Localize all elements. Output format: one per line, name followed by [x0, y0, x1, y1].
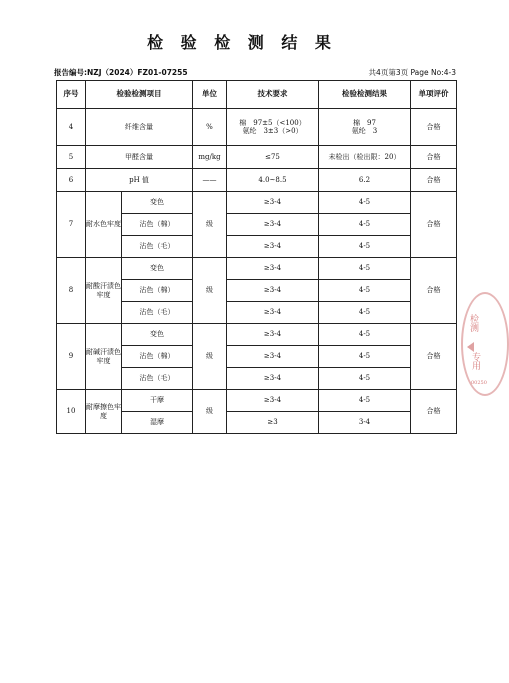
row-result: 4-5: [319, 390, 411, 412]
stamp-mark-icon: [467, 342, 474, 352]
row-no: 10: [57, 390, 86, 434]
row-requirement: [227, 109, 319, 146]
row-result: 4-5: [319, 192, 411, 214]
row-no: 7: [57, 192, 86, 258]
row-result: 4-5: [319, 258, 411, 280]
header-result: 检验检测结果: [319, 81, 411, 109]
sub-item: 沾色（棉）: [122, 346, 193, 368]
result-line: 氨纶 3: [351, 127, 378, 135]
row-requirement: ≥3-4: [227, 214, 319, 236]
header-no: 序号: [57, 81, 86, 109]
row-unit: mg/kg: [193, 146, 227, 169]
sub-item: 沾色（棉）: [122, 214, 193, 236]
row-item: pH 值: [86, 169, 193, 192]
sub-item: 沾色（毛）: [122, 236, 193, 258]
row-requirement: ≥3-4: [227, 302, 319, 324]
row-result: 3-4: [319, 412, 411, 434]
row-requirement: ≥3-4: [227, 390, 319, 412]
row-evaluation: 合格: [411, 324, 457, 390]
inspection-stamp: [461, 292, 487, 392]
row-item: 耐酸汗渍色牢度: [86, 258, 122, 324]
requirement-line: 氨纶 3±3（>0）: [242, 127, 303, 135]
table-row: [57, 192, 457, 214]
row-result: 4-5: [319, 346, 411, 368]
row-requirement: ≥3-4: [227, 368, 319, 390]
sub-item: 沾色（毛）: [122, 302, 193, 324]
row-requirement: ≥3-4: [227, 258, 319, 280]
table-header-row: [57, 81, 457, 109]
row-no: 8: [57, 258, 86, 324]
table-row: [57, 258, 457, 280]
row-requirement: ≥3: [227, 412, 319, 434]
table-row: [57, 324, 457, 346]
row-result: 6.2: [319, 169, 411, 192]
row-evaluation: 合格: [411, 390, 457, 434]
row-unit: 级: [193, 324, 227, 390]
row-result: 4-5: [319, 368, 411, 390]
row-no: 5: [57, 146, 86, 169]
row-requirement: ≥3-4: [227, 280, 319, 302]
header-unit: 单位: [193, 81, 227, 109]
sub-item: 变色: [122, 192, 193, 214]
row-result: 4-5: [319, 324, 411, 346]
header-item: 检验检测项目: [86, 81, 193, 109]
row-evaluation: 合格: [411, 109, 457, 146]
sub-item: 变色: [122, 258, 193, 280]
row-no: 6: [57, 169, 86, 192]
table-row: [57, 169, 457, 192]
row-unit: %: [193, 109, 227, 146]
row-evaluation: 合格: [411, 169, 457, 192]
report-number: 报告编号:NZJ（2024）FZ01-07255: [54, 68, 188, 77]
row-evaluation: 合格: [411, 146, 457, 169]
row-evaluation: 合格: [411, 258, 457, 324]
sub-item: 干摩: [122, 390, 193, 412]
row-result: 4-5: [319, 214, 411, 236]
row-result: 4-5: [319, 302, 411, 324]
header-evaluation: 单项评价: [411, 81, 457, 109]
page-title: 检 验 检 测 结 果: [147, 33, 337, 52]
stamp-code: 00250: [471, 380, 487, 386]
row-unit: 级: [193, 390, 227, 434]
row-requirement: ≥3-4: [227, 236, 319, 258]
row-result: 4-5: [319, 280, 411, 302]
row-unit: 级: [193, 258, 227, 324]
stamp-text: 检测: [468, 314, 478, 332]
stamp-text: 专用: [470, 352, 480, 370]
result-line: 棉 97: [353, 118, 376, 127]
sub-item: 变色: [122, 324, 193, 346]
row-item: 耐碱汗渍色牢度: [86, 324, 122, 390]
row-result: 未检出（检出限：20）: [319, 146, 411, 169]
row-requirement: ≤75: [227, 146, 319, 169]
row-item: 甲醛含量: [86, 146, 193, 169]
row-unit: 级: [193, 192, 227, 258]
row-item: 耐摩擦色牢度: [86, 390, 122, 434]
row-no: 4: [57, 109, 86, 146]
row-requirement: ≥3-4: [227, 192, 319, 214]
requirement-line: 棉 97±5（<100）: [239, 118, 306, 127]
page-info: 共4页第3页 Page No:4-3: [368, 68, 456, 77]
row-result: 4-5: [319, 236, 411, 258]
row-requirement: ≥3-4: [227, 324, 319, 346]
header-requirement: 技术要求: [227, 81, 319, 109]
row-requirement: 4.0~8.5: [227, 169, 319, 192]
row-unit: ——: [193, 169, 227, 192]
sub-item: 沾色（棉）: [122, 280, 193, 302]
table-row: [57, 146, 457, 169]
row-requirement: ≥3-4: [227, 346, 319, 368]
row-item: 纤维含量: [86, 109, 193, 146]
sub-item: 沾色（毛）: [122, 368, 193, 390]
row-item: 耐水色牢度: [86, 192, 122, 258]
table-row: [57, 390, 457, 412]
row-result: [319, 109, 411, 146]
row-evaluation: 合格: [411, 192, 457, 258]
sub-item: 湿摩: [122, 412, 193, 434]
row-no: 9: [57, 324, 86, 390]
results-table: [56, 80, 457, 434]
table-row: [57, 109, 457, 146]
